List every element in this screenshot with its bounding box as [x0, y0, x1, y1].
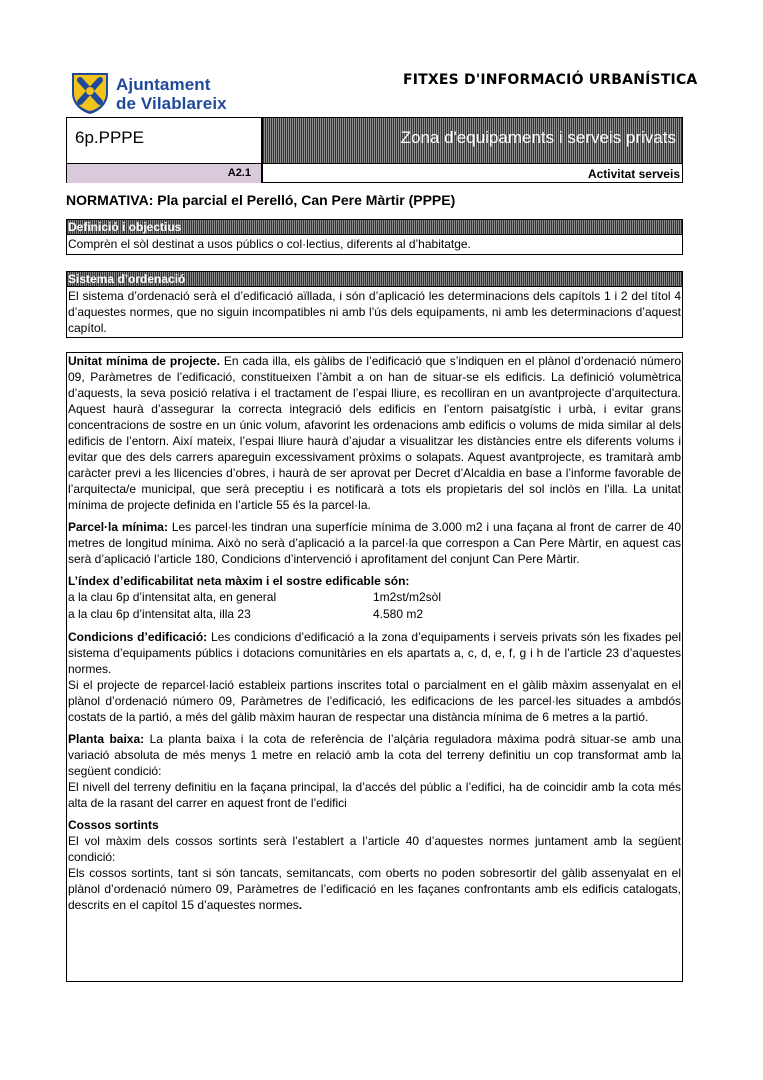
- ref-box: [67, 163, 263, 183]
- condicions-text2: Si el projecte de reparcel·lació estableix partions inscrites total o parcialment en el gàlib màxim assenyalat en el plànol d’ordenació número 09, Paràmetres de l’edificació, les edificacions de les parcel·les situades a ambdós costats de la partió, a més del gàlib màxim hauran de respectar una distància mínima de 6 metres a la partió.: [68, 678, 681, 724]
- condicions-title: Condicions d’edificació:: [68, 630, 208, 644]
- zone-name: Zona d'equipaments i serveis privats: [400, 128, 676, 147]
- index-row: [67, 606, 682, 623]
- index-row-value: 4.580 m2: [373, 607, 424, 621]
- planta-text2: El nivell del terreny definitiu en la façana principal, la d’accés del públic a l’edifici, ha de coincidir amb la cota més alta de la rasant del carrer en aquest front de l’edifici: [68, 780, 681, 810]
- cossos-text2: Els cossos sortints, tant si són tancats, semitancats, com oberts no poden sobresortir del gàlib assenyalat en el plànol d’ordenació número 09, Paràmetres de l’edificació en les façanes confrontants amb els edificis catalogats, descrits en el capítol 15 d’aquestes normes: [68, 866, 681, 912]
- index-row-value: 1m2st/m2sòl: [373, 590, 442, 604]
- logo-line2: de Vilablareix: [116, 94, 227, 113]
- zone-header: [66, 117, 683, 183]
- index-row-label: a la clau 6p d’intensitat alta, en general: [68, 590, 277, 604]
- ajuntament-logo: [70, 71, 240, 117]
- zone-code-box: [67, 118, 263, 163]
- cossos-title: Cossos sortints: [68, 818, 159, 832]
- zone-name-box: [263, 118, 682, 163]
- section-definicio: [66, 219, 683, 255]
- section-ordenacio-text: El sistema d’ordenació serà el d’edificació aïllada, i són d’aplicació les determinacions dels capítols 1 i 2 del títol 4 d’aquestes normes, que no siguin incompatibles ni amb l’ús dels equipaments, ni amb les determinacions d’aquest capítol.: [68, 289, 681, 335]
- section-ordenacio-title: Sistema d’ordenació: [67, 272, 682, 287]
- logo-line1: Ajuntament: [116, 75, 211, 94]
- planta-text: La planta baixa i la cota de referència de l’alçària reguladora màxima podrà situar-se amb una variació absoluta de més menys 1 metre en relació amb la cota del terreny definitiu un cop transformat amb la següent condició:: [68, 732, 682, 778]
- index-title: L’índex d’edificabilitat neta màxim i el sostre edificable són:: [68, 574, 410, 588]
- unitat-paragraph: [67, 353, 682, 513]
- cossos-paragraph2: [67, 865, 682, 913]
- unitat-title: Unitat mínima de projecte.: [68, 354, 220, 368]
- index-row: [67, 589, 682, 606]
- main-content: [66, 352, 683, 982]
- planta-paragraph: [67, 731, 682, 779]
- index-row-label: a la clau 6p d’intensitat alta, illa 23: [68, 607, 251, 621]
- condicions-paragraph: [67, 629, 682, 677]
- cossos-text: El vol màxim dels cossos sortints serà l’establert a l’article 40 d’aquestes normes juntament amb la següent condició:: [68, 834, 681, 864]
- activity-label: Activitat serveis: [587, 167, 680, 181]
- coat-of-arms-icon: [70, 71, 110, 115]
- ref-code: A2.1: [227, 167, 251, 179]
- section-definicio-title: Definició i objectius: [67, 220, 682, 235]
- cossos-end: .: [298, 898, 303, 912]
- planta-title: Planta baixa:: [68, 732, 145, 746]
- zone-code: 6p.PPPE: [75, 128, 144, 147]
- unitat-text: En cada illa, els gàlibs de l’edificació que s’indiquen en el plànol d’ordenació número 09, Paràmetres de l’edificació, constitueixen l’àmbit a on han de situar-se els edificis. La definició volumètrica d’aquests, la seva posició relativa i el tractament de l’espai lliure, es recolliran en un avantprojecte d’arquitectura. Aquest haurà d’assegurar la correcta integració dels edificis en l’entorn paisatgístic i urbà, i evitar grans concentracions de sostre en un únic volum, afavorint les ordenacions amb edificis o volums de mida similar al dels edificis de l’entorn. Així mateix, l’espai lliure haurà d’ajudar a visualitzar les distàncies entre els diferents volums i evitar que des dels carrers apareguin excessivament pròxims o solapats. Aquest avantprojecte, es tramitarà amb caràcter previ a les llicencies d’obres, i haurà de ser aprovat per Decret d’Alcaldia en base a l’informe favorable de l’arquitecta/e municipal, que serà preceptiu i es notificarà a tots els propietaris del sol inclòs en l’illa. La unitat mínima de projecte definida en l’article 55 és la parcel·la.: [68, 354, 682, 512]
- parcela-title: Parcel·la mínima:: [68, 520, 168, 534]
- document-title: FITXES D'INFORMACIÓ URBANÍSTICA: [403, 72, 698, 88]
- condicions-text: Les condicions d’edificació a la zona d’equipaments i serveis privats són les fixades pel sistema d’equipaments públics i dotacions comunitàries en els apartats a, c, d, e, f, g i h de l’article 23 d’aquestes normes.: [68, 630, 682, 676]
- parcela-text: Les parcel·les tindran una superfície mínima de 3.000 m2 i una façana al front de carrer de 40 metres de longitud mínima. Això no serà d’aplicació a la parcel·la que correspon a Can Pere Màrtir, en aquest cas serà d’aplicació l’article 180, Condicions d’intervenció i aprofitament del conjunt Can Pere Màrtir.: [68, 520, 681, 566]
- parcela-paragraph: [67, 519, 682, 567]
- activity-box: [263, 163, 682, 183]
- section-definicio-text: Comprèn el sòl destinat a usos públics o col·lectius, diferents al d’habitatge.: [68, 237, 471, 251]
- section-ordenacio: [66, 271, 683, 338]
- normativa-title: NORMATIVA: Pla parcial el Perelló, Can Pere Màrtir (PPPE): [66, 192, 456, 208]
